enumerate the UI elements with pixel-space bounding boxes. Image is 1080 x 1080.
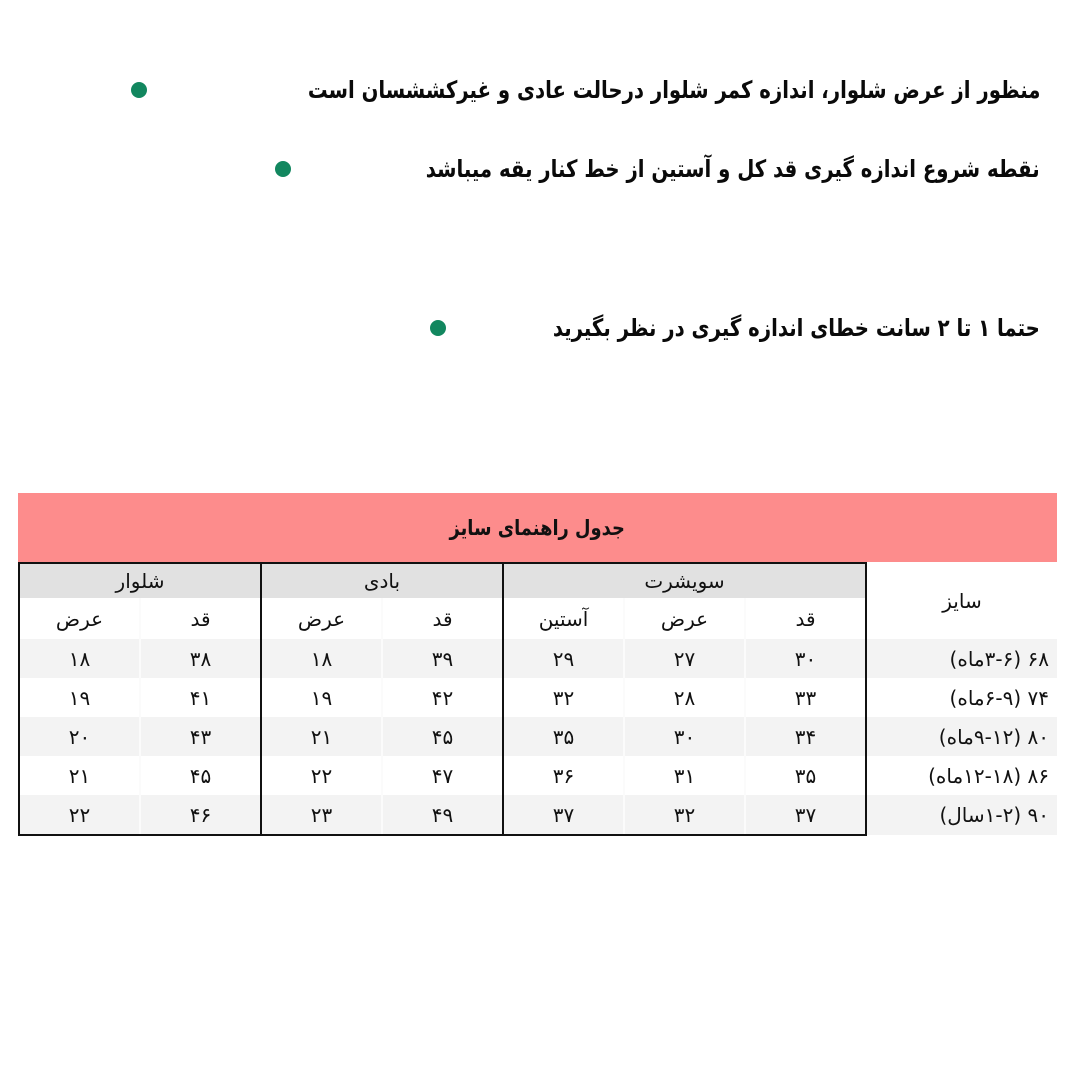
table-row xyxy=(19,717,1057,756)
value-cell: ۲۳ xyxy=(261,795,382,835)
value-cell: ۱۹ xyxy=(19,678,140,717)
value-cell: ۱۸ xyxy=(19,639,140,678)
value-cell: ۳۱ xyxy=(624,756,745,795)
table-row xyxy=(19,639,1057,678)
value-cell: ۴۶ xyxy=(140,795,261,835)
value-cell: ۳۰ xyxy=(624,717,745,756)
value-cell: ۴۵ xyxy=(382,717,503,756)
value-cell: ۳۷ xyxy=(503,795,624,835)
group-header-sweatshirt: سویشرت xyxy=(503,563,866,598)
size-guide-table xyxy=(18,562,1057,836)
group-header-pants: شلوار xyxy=(19,563,261,598)
sub-header-width: عرض xyxy=(624,598,745,639)
value-cell: ۳۵ xyxy=(503,717,624,756)
value-cell: ۴۷ xyxy=(382,756,503,795)
size-label: ۹۰ (۱-۲سال) xyxy=(866,795,1057,835)
sub-header-length: قد xyxy=(382,598,503,639)
note-text: حتما ۱ تا ۲ سانت خطای اندازه گیری در نظر بگیرید xyxy=(553,314,1040,342)
note-text: منظور از عرض شلوار، اندازه کمر شلوار درحالت عادی و غیرکششسان است xyxy=(307,76,1040,104)
note-waist xyxy=(111,76,1040,104)
value-cell: ۲۷ xyxy=(624,639,745,678)
value-cell: ۴۳ xyxy=(140,717,261,756)
value-cell: ۲۰ xyxy=(19,717,140,756)
value-cell: ۱۸ xyxy=(261,639,382,678)
note-measure-start xyxy=(255,155,1040,183)
note-text: نقطه شروع اندازه گیری قد کل و آستین از خط کنار یقه میباشد xyxy=(426,155,1040,183)
value-cell: ۳۰ xyxy=(745,639,866,678)
value-cell: ۳۵ xyxy=(745,756,866,795)
value-cell: ۳۶ xyxy=(503,756,624,795)
value-cell: ۳۷ xyxy=(745,795,866,835)
value-cell: ۳۹ xyxy=(382,639,503,678)
sub-header-sleeve: آستین xyxy=(503,598,624,639)
value-cell: ۳۳ xyxy=(745,678,866,717)
size-label: ۷۴ (۶-۹ماه) xyxy=(866,678,1057,717)
value-cell: ۲۱ xyxy=(261,717,382,756)
bullet-icon xyxy=(131,82,147,98)
sub-header-width: عرض xyxy=(19,598,140,639)
size-column-header: سایز xyxy=(866,563,1057,639)
group-header-bodysuit: بادی xyxy=(261,563,503,598)
table-row xyxy=(19,756,1057,795)
value-cell: ۲۸ xyxy=(624,678,745,717)
value-cell: ۴۵ xyxy=(140,756,261,795)
value-cell: ۳۲ xyxy=(624,795,745,835)
sub-header-length: قد xyxy=(745,598,866,639)
size-guide-banner xyxy=(18,493,1057,562)
sub-header-width: عرض xyxy=(261,598,382,639)
value-cell: ۴۱ xyxy=(140,678,261,717)
value-cell: ۱۹ xyxy=(261,678,382,717)
value-cell: ۲۹ xyxy=(503,639,624,678)
size-guide-title: جدول راهنمای سایز xyxy=(449,515,626,540)
bullet-icon xyxy=(275,161,291,177)
value-cell: ۲۲ xyxy=(19,795,140,835)
sub-header-length: قد xyxy=(140,598,261,639)
value-cell: ۲۱ xyxy=(19,756,140,795)
table-row xyxy=(19,678,1057,717)
value-cell: ۳۲ xyxy=(503,678,624,717)
size-label: ۶۸ (۳-۶ماه) xyxy=(866,639,1057,678)
table-row xyxy=(19,795,1057,835)
value-cell: ۳۴ xyxy=(745,717,866,756)
bullet-icon xyxy=(430,320,446,336)
value-cell: ۴۹ xyxy=(382,795,503,835)
note-tolerance xyxy=(410,314,1040,342)
size-label: ۸۶ (۱۲-۱۸ماه) xyxy=(866,756,1057,795)
size-label: ۸۰ (۹-۱۲ماه) xyxy=(866,717,1057,756)
value-cell: ۴۲ xyxy=(382,678,503,717)
value-cell: ۳۸ xyxy=(140,639,261,678)
value-cell: ۲۲ xyxy=(261,756,382,795)
